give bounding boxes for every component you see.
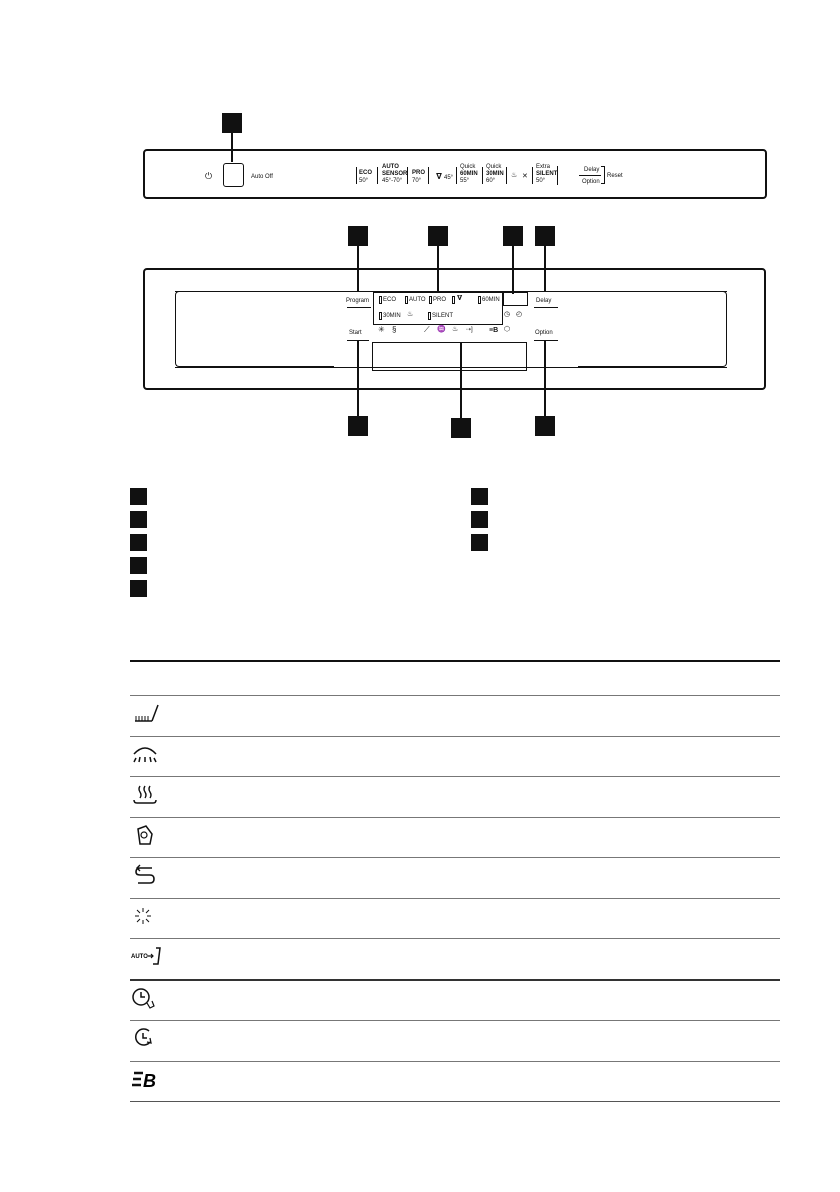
on-off-button[interactable] bbox=[223, 163, 244, 187]
rinse-icon: ♨ bbox=[407, 311, 414, 318]
delay-label: Delay bbox=[584, 167, 600, 173]
spray-arms-icon bbox=[130, 742, 160, 766]
program-label: AUTO bbox=[382, 164, 399, 170]
program-label: ECO bbox=[359, 170, 373, 176]
extra-rinse-icon: § bbox=[392, 325, 397, 334]
auto-open-icon bbox=[130, 944, 164, 968]
delay-start-icon: ◷ bbox=[504, 311, 511, 318]
detergent-tablet-icon: ⬡ bbox=[504, 326, 511, 333]
auto-open-label: AUTO bbox=[131, 954, 148, 961]
program-indicator bbox=[532, 167, 533, 184]
glass-icon: 𝛁 bbox=[457, 295, 463, 302]
callout-marker-6 bbox=[348, 416, 368, 436]
handle-recess-right bbox=[578, 291, 727, 367]
program-indicator bbox=[428, 167, 429, 184]
program-temp: 55° bbox=[460, 178, 470, 184]
start-button-label[interactable]: Start bbox=[349, 330, 362, 336]
key-marker bbox=[471, 534, 488, 551]
table-row bbox=[130, 980, 780, 1021]
extra-b-icon bbox=[130, 1067, 170, 1091]
program-temp: 70° bbox=[412, 178, 422, 184]
program-indicator bbox=[407, 167, 408, 184]
key-marker bbox=[471, 511, 488, 528]
program-button[interactable] bbox=[347, 307, 371, 308]
callout-leader bbox=[460, 342, 462, 418]
program-indicator bbox=[452, 296, 455, 304]
program-label: Extra bbox=[536, 164, 551, 170]
key-marker bbox=[130, 511, 147, 528]
program-indicator bbox=[405, 296, 408, 304]
reset-bracket bbox=[601, 166, 605, 184]
table-row bbox=[130, 696, 780, 737]
program-label: Quick bbox=[486, 164, 502, 170]
callout-leader bbox=[544, 340, 546, 416]
program-indicator bbox=[377, 167, 378, 184]
program-label: SILENT bbox=[536, 171, 558, 177]
program-indicator bbox=[428, 312, 431, 320]
program-indicator bbox=[379, 296, 382, 304]
auto-off-label: Auto Off bbox=[251, 174, 273, 180]
table-row bbox=[130, 1061, 780, 1102]
table-row bbox=[130, 736, 780, 777]
program-indicator bbox=[506, 167, 507, 184]
key-marker bbox=[130, 557, 147, 574]
table-row bbox=[130, 898, 780, 939]
rinse-aid-icon bbox=[130, 701, 160, 725]
program-indicator bbox=[429, 296, 432, 304]
key-marker bbox=[130, 580, 147, 597]
callout-marker-4 bbox=[503, 226, 523, 246]
key-marker bbox=[130, 488, 147, 505]
option-label: Option bbox=[582, 179, 600, 185]
display-program: 60MIN bbox=[482, 297, 500, 303]
auto-open-icon: ⇢] bbox=[466, 327, 473, 333]
program-temp: 50° bbox=[536, 178, 546, 184]
program-indicator bbox=[356, 167, 357, 184]
program-indicator bbox=[456, 167, 457, 184]
power-icon: ⏻ bbox=[205, 171, 213, 181]
info-display bbox=[372, 342, 527, 371]
key-marker bbox=[130, 534, 147, 551]
callout-leader bbox=[357, 340, 359, 416]
display-program: SILENT bbox=[432, 313, 454, 319]
program-indicator bbox=[478, 296, 481, 304]
program-button-label[interactable]: Program bbox=[346, 298, 370, 304]
program-temp: 45° bbox=[444, 175, 454, 181]
display-program: PRO bbox=[433, 297, 447, 303]
table-header bbox=[130, 661, 780, 696]
program-indicator bbox=[379, 312, 382, 320]
energy-icon: ✳ bbox=[378, 325, 385, 334]
delay-start-icon bbox=[130, 986, 160, 1010]
callout-marker-1 bbox=[222, 113, 242, 133]
program-indicator bbox=[482, 167, 483, 184]
time-remaining-icon: ◴ bbox=[516, 311, 523, 318]
table-row bbox=[130, 858, 780, 899]
program-label: PRO bbox=[412, 170, 426, 176]
option-button-label[interactable]: Option bbox=[535, 330, 553, 336]
rinse-icon: ✕ bbox=[522, 173, 528, 180]
drying-icon bbox=[130, 782, 160, 806]
extra-b-icon: ≡B bbox=[489, 327, 499, 334]
program-label: 60MIN bbox=[460, 171, 478, 177]
table-row bbox=[130, 817, 780, 858]
program-temp: 60° bbox=[486, 178, 496, 184]
drying-icon: ♨ bbox=[452, 326, 459, 333]
indicator-legend-table bbox=[130, 660, 780, 1102]
glass-icon: 𝛁 bbox=[436, 172, 442, 181]
program-label: SENSOR bbox=[382, 171, 408, 177]
option-button[interactable] bbox=[534, 340, 558, 341]
rinse-aid-icon: ⟋ bbox=[424, 325, 430, 334]
delay-button[interactable] bbox=[534, 307, 558, 308]
program-temp: 50° bbox=[359, 178, 369, 184]
extra-rinse-icon bbox=[130, 863, 160, 887]
display-program: ECO bbox=[383, 297, 397, 303]
separator bbox=[557, 166, 558, 185]
callout-marker-8 bbox=[535, 416, 555, 436]
key-marker bbox=[471, 488, 488, 505]
table-row bbox=[130, 1021, 780, 1062]
energy-icon bbox=[130, 904, 160, 928]
reset-label: Reset bbox=[607, 173, 623, 179]
spray-arms-icon: ♒ bbox=[437, 326, 446, 333]
program-label: 30MIN bbox=[486, 171, 504, 177]
detergent-tablet-icon bbox=[130, 823, 160, 847]
callout-marker-3 bbox=[428, 226, 448, 246]
time-display bbox=[503, 292, 528, 306]
callout-marker-5 bbox=[535, 226, 555, 246]
divider bbox=[579, 175, 601, 176]
table-row bbox=[130, 939, 780, 980]
rinse-icon: ♨ bbox=[511, 172, 518, 179]
delay-button-label[interactable]: Delay bbox=[536, 298, 552, 304]
program-temp: 45°-70° bbox=[382, 178, 403, 184]
handle-recess-left bbox=[175, 291, 334, 367]
extra-b-label: B bbox=[143, 1070, 156, 1091]
display-program: AUTO bbox=[409, 297, 426, 303]
program-label: Quick bbox=[460, 164, 476, 170]
display-program: 30MIN bbox=[383, 313, 401, 319]
time-remaining-icon bbox=[130, 1026, 160, 1050]
table-row bbox=[130, 777, 780, 818]
callout-marker-2 bbox=[348, 226, 368, 246]
callout-marker-7 bbox=[451, 418, 471, 438]
